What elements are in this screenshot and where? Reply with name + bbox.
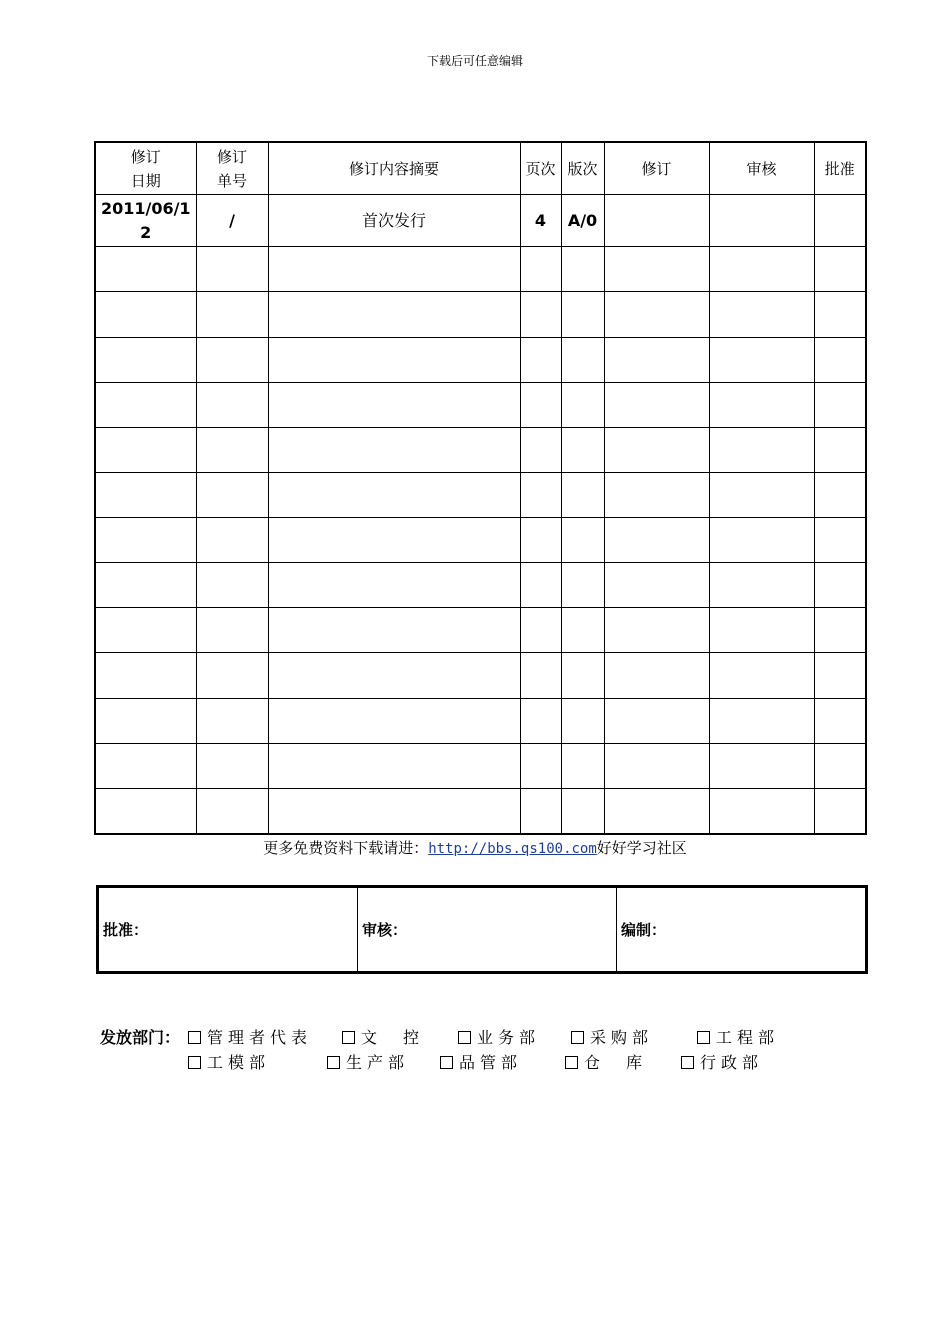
- dept-label: 采购部: [590, 1028, 654, 1047]
- cell-number: [196, 698, 268, 743]
- cell-date: [95, 337, 196, 382]
- checkbox-icon[interactable]: [697, 1031, 710, 1044]
- dept-label: 工模部: [207, 1053, 271, 1072]
- cell-pages: [520, 788, 561, 834]
- cell-number: /: [196, 195, 268, 247]
- checkbox-icon[interactable]: [681, 1056, 694, 1069]
- cell-version: [561, 472, 604, 517]
- checkbox-icon[interactable]: [342, 1031, 355, 1044]
- cell-revised: [604, 698, 709, 743]
- checkbox-icon[interactable]: [188, 1031, 201, 1044]
- cell-number: [196, 743, 268, 788]
- cell-revised: [604, 382, 709, 427]
- dept-label: 生产部: [346, 1053, 410, 1072]
- cell-version: [561, 563, 604, 608]
- cell-reviewed: [709, 563, 814, 608]
- header-version: 版次: [561, 142, 604, 195]
- cell-approved: [814, 195, 866, 247]
- cell-pages: [520, 698, 561, 743]
- cell-version: [561, 743, 604, 788]
- table-row: [95, 518, 866, 563]
- cell-revised: [604, 788, 709, 834]
- header-revision-number: [196, 142, 268, 195]
- cell-reviewed: [709, 382, 814, 427]
- cell-approved: [814, 788, 866, 834]
- cell-reviewed: [709, 743, 814, 788]
- dept-label: 仓 库: [584, 1053, 648, 1072]
- distribution-label: 发放部门：: [100, 1028, 181, 1047]
- dept-label: 工程部: [716, 1028, 780, 1047]
- table-row: [95, 472, 866, 517]
- cell-pages: [520, 563, 561, 608]
- cell-number: [196, 292, 268, 337]
- header-revision-date: [95, 142, 196, 195]
- cell-pages: [520, 427, 561, 472]
- download-link-line: [0, 837, 950, 858]
- cell-reviewed: [709, 292, 814, 337]
- checkbox-icon[interactable]: [188, 1056, 201, 1069]
- cell-summary: [268, 337, 520, 382]
- approve-field: 批准：: [98, 887, 358, 973]
- cell-version: [561, 653, 604, 698]
- cell-version: [561, 788, 604, 834]
- cell-reviewed: [709, 247, 814, 292]
- cell-number: [196, 427, 268, 472]
- cell-date-line2: 2: [140, 222, 152, 242]
- link-suffix: 好好学习社区: [596, 839, 687, 857]
- cell-pages: [520, 382, 561, 427]
- table-row: [95, 743, 866, 788]
- checkbox-icon[interactable]: [327, 1056, 340, 1069]
- cell-number: [196, 788, 268, 834]
- cell-date: [95, 382, 196, 427]
- cell-reviewed: [709, 337, 814, 382]
- cell-summary: 首次发行: [268, 195, 520, 247]
- header-revised: 修订: [604, 142, 709, 195]
- header-summary: 修订内容摘要: [268, 142, 520, 195]
- cell-version: [561, 427, 604, 472]
- table-row: [95, 337, 866, 382]
- table-row: [95, 195, 866, 247]
- cell-date: [95, 427, 196, 472]
- cell-number: [196, 653, 268, 698]
- checkbox-icon[interactable]: [571, 1031, 584, 1044]
- cell-revised: [604, 247, 709, 292]
- cell-summary: [268, 382, 520, 427]
- cell-date: [95, 518, 196, 563]
- link-prefix: 更多免费资料下载请进：: [263, 839, 429, 857]
- cell-summary: [268, 427, 520, 472]
- cell-version: [561, 608, 604, 653]
- cell-reviewed: [709, 788, 814, 834]
- table-row: [95, 292, 866, 337]
- cell-approved: [814, 698, 866, 743]
- cell-date: [95, 195, 196, 247]
- cell-revised: [604, 518, 709, 563]
- signature-table: [96, 885, 868, 974]
- cell-revised: [604, 563, 709, 608]
- cell-reviewed: [709, 427, 814, 472]
- cell-revised: [604, 472, 709, 517]
- cell-approved: [814, 653, 866, 698]
- cell-version: [561, 698, 604, 743]
- dept-checkbox[interactable]: [327, 1050, 409, 1075]
- dept-label: 管理者代表: [207, 1028, 313, 1047]
- cell-pages: [520, 743, 561, 788]
- cell-summary: [268, 563, 520, 608]
- cell-summary: [268, 743, 520, 788]
- cell-approved: [814, 247, 866, 292]
- table-header-row: [95, 142, 866, 195]
- cell-approved: [814, 743, 866, 788]
- cell-date: [95, 472, 196, 517]
- cell-version: [561, 518, 604, 563]
- revision-table: [94, 141, 867, 835]
- dept-label: 行政部: [700, 1053, 764, 1072]
- checkbox-icon[interactable]: [565, 1056, 578, 1069]
- cell-pages: 4: [520, 195, 561, 247]
- header-no-line1: 修订: [216, 147, 247, 166]
- cell-number: [196, 608, 268, 653]
- table-row: [95, 247, 866, 292]
- cell-approved: [814, 337, 866, 382]
- table-row: [95, 563, 866, 608]
- cell-summary: [268, 788, 520, 834]
- dept-checkbox[interactable]: [565, 1050, 647, 1075]
- cell-revised: [604, 337, 709, 382]
- dept-checkbox[interactable]: [188, 1050, 270, 1075]
- dept-checkbox[interactable]: [697, 1025, 779, 1050]
- cell-version: [561, 292, 604, 337]
- cell-summary: [268, 472, 520, 517]
- header-reviewed: 审核: [709, 142, 814, 195]
- cell-revised: [604, 653, 709, 698]
- cell-number: [196, 382, 268, 427]
- cell-summary: [268, 518, 520, 563]
- cell-reviewed: [709, 653, 814, 698]
- download-link[interactable]: http://bbs.qs100.com: [428, 841, 597, 857]
- dept-checkbox[interactable]: [571, 1025, 653, 1050]
- header-approved: 批准: [814, 142, 866, 195]
- cell-reviewed: [709, 698, 814, 743]
- cell-revised: [604, 292, 709, 337]
- cell-number: [196, 337, 268, 382]
- table-row: [95, 788, 866, 834]
- cell-reviewed: [709, 472, 814, 517]
- cell-approved: [814, 382, 866, 427]
- cell-version: [561, 247, 604, 292]
- cell-revised: [604, 743, 709, 788]
- cell-revised: [604, 195, 709, 247]
- cell-summary: [268, 247, 520, 292]
- cell-date: [95, 292, 196, 337]
- cell-number: [196, 563, 268, 608]
- cell-pages: [520, 472, 561, 517]
- checkbox-icon[interactable]: [440, 1056, 453, 1069]
- table-row: [95, 427, 866, 472]
- cell-approved: [814, 472, 866, 517]
- cell-date: [95, 698, 196, 743]
- table-row: [95, 653, 866, 698]
- cell-summary: [268, 292, 520, 337]
- cell-approved: [814, 563, 866, 608]
- table-row: [95, 608, 866, 653]
- cell-number: [196, 247, 268, 292]
- dept-checkbox[interactable]: [458, 1025, 540, 1050]
- cell-pages: [520, 608, 561, 653]
- cell-number: [196, 518, 268, 563]
- cell-pages: [520, 292, 561, 337]
- dept-checkbox[interactable]: [342, 1025, 424, 1050]
- cell-date: [95, 563, 196, 608]
- cell-date: [95, 788, 196, 834]
- cell-date: [95, 608, 196, 653]
- cell-pages: [520, 247, 561, 292]
- header-no-line2: 单号: [216, 171, 247, 190]
- cell-version: [561, 337, 604, 382]
- cell-pages: [520, 337, 561, 382]
- cell-summary: [268, 608, 520, 653]
- cell-revised: [604, 427, 709, 472]
- dept-checkbox[interactable]: [681, 1050, 763, 1075]
- header-date-line2: 日期: [130, 171, 161, 190]
- cell-date: [95, 653, 196, 698]
- cell-approved: [814, 427, 866, 472]
- cell-approved: [814, 518, 866, 563]
- cell-number: [196, 472, 268, 517]
- review-field: 审核：: [358, 887, 617, 973]
- dept-label: 文 控: [361, 1028, 425, 1047]
- prepare-field: 编制：: [617, 887, 867, 973]
- dept-checkbox[interactable]: [440, 1050, 522, 1075]
- cell-reviewed: [709, 608, 814, 653]
- cell-approved: [814, 292, 866, 337]
- cell-reviewed: [709, 195, 814, 247]
- cell-reviewed: [709, 518, 814, 563]
- cell-pages: [520, 653, 561, 698]
- cell-date: [95, 743, 196, 788]
- dept-checkbox[interactable]: [188, 1025, 312, 1050]
- checkbox-icon[interactable]: [458, 1031, 471, 1044]
- cell-summary: [268, 698, 520, 743]
- cell-date: [95, 247, 196, 292]
- header-pages: 页次: [520, 142, 561, 195]
- table-row: [95, 382, 866, 427]
- cell-approved: [814, 608, 866, 653]
- cell-version: A/0: [561, 195, 604, 247]
- dept-label: 业务部: [477, 1028, 541, 1047]
- cell-date-line1: 2011/06/1: [100, 198, 191, 218]
- cell-pages: [520, 518, 561, 563]
- dept-label: 品管部: [459, 1053, 523, 1072]
- cell-summary: [268, 653, 520, 698]
- header-date-line1: 修订: [130, 147, 161, 166]
- cell-revised: [604, 608, 709, 653]
- cell-version: [561, 382, 604, 427]
- table-row: [95, 698, 866, 743]
- header-note: 下载后可任意编辑: [426, 54, 523, 68]
